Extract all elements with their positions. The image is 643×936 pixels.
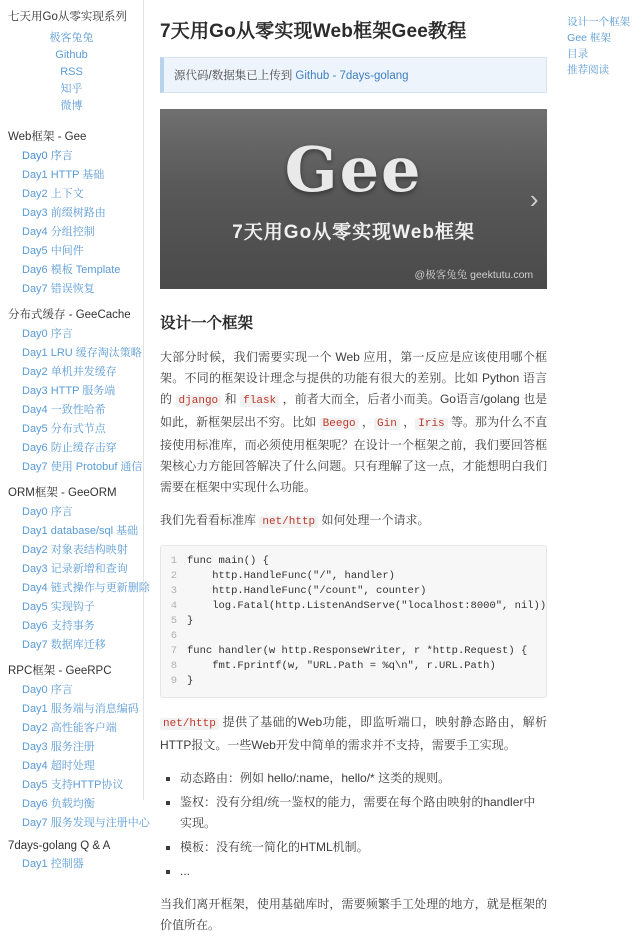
code-text: func handler(w http.ResponseWriter, r *http.Request) { (187, 645, 528, 657)
sidebar-group-title: Web框架 - Gee (8, 131, 87, 143)
source-notice (160, 57, 547, 93)
code-line (161, 554, 546, 569)
sidebar-social-item-4[interactable]: 微博 (60, 100, 83, 112)
feature-gap-list (160, 768, 547, 882)
paragraph-conclusion: 当我们离开框架，使用基础库时，需要频繁手工处理的地方，就是框架的价值所在。 (160, 897, 548, 932)
sidebar-group-geecache (0, 303, 143, 477)
main-content (144, 0, 563, 932)
sidebar-item-geeorm-day0[interactable]: Day0 序言 (22, 506, 73, 518)
code-beego: Beego (320, 418, 359, 430)
code-text: } (187, 675, 194, 687)
sidebar-item-geeorm-day2[interactable]: Day2 对象表结构映射 (22, 544, 128, 556)
sidebar-item-geecache-day5[interactable]: Day5 分布式节点 (22, 423, 106, 435)
text-run: 大部分时候，我们需要实现一个 Web 应用，第一反应是应该使用哪个框架。不同的框架设计理念与提供的功能有很大的差别。比如 Python 语言的 (160, 350, 548, 406)
table-of-contents (563, 0, 643, 800)
code-text: log.Fatal(http.ListenAndServe("localhost:8000", nil)) (187, 600, 547, 612)
line-number: 4 (170, 600, 177, 612)
section-heading: 设计一个框架 (160, 315, 254, 332)
sidebar-group-title: RPC框架 - GeeRPC (8, 665, 112, 677)
code-text: fmt.Fprintf(w, "URL.Path = %q\n", r.URL.Path) (187, 660, 496, 672)
line-number: 3 (170, 585, 177, 597)
sidebar-item-geeorm-day1[interactable]: Day1 database/sql 基础 (22, 525, 139, 537)
code-line (161, 584, 546, 599)
code-line (161, 599, 546, 614)
toc-item-1[interactable]: Gee 框架 (567, 32, 611, 44)
code-line (161, 629, 546, 644)
chevron-right-icon[interactable]: › (529, 184, 539, 214)
text-run: 提供了基础的Web功能，即监听端口，映射静态路由，解析HTTP报文。一些Web开发中简单的需求并不支持，需要手工实现。 (160, 715, 548, 752)
paragraph-nethttp (160, 712, 547, 756)
sidebar-group-geerpc (0, 659, 150, 833)
sidebar-social-links (0, 30, 143, 121)
code-text: http.HandleFunc("/count", counter) (187, 585, 427, 597)
sidebar-social-item-1[interactable]: Github (55, 49, 88, 61)
sidebar-item-gee-day0[interactable]: Day0 序言 (22, 150, 73, 162)
left-sidebar (0, 0, 150, 870)
banner-logo-text: Gee (284, 133, 423, 206)
sidebar-social-item-2[interactable]: RSS (60, 66, 83, 78)
sidebar-item-geecache-day7[interactable]: Day7 使用 Protobuf 通信 (22, 461, 143, 473)
code-line (161, 674, 546, 689)
code-text: } (187, 615, 194, 627)
sidebar-item-geerpc-day1[interactable]: Day1 服务端与消息编码 (22, 703, 139, 715)
sidebar-item-geeorm-day5[interactable]: Day5 实现钩子 (22, 601, 95, 613)
text-run: 和 (221, 392, 241, 406)
sidebar-item-geerpc-day5[interactable]: Day5 支持HTTP协议 (22, 779, 124, 791)
paragraph-stdlib (160, 510, 547, 533)
sidebar-item-geecache-day1[interactable]: Day1 LRU 缓存淘汰策略 (22, 347, 142, 359)
sidebar-item-geecache-day0[interactable]: Day0 序言 (22, 328, 73, 340)
sidebar-item-gee-day5[interactable]: Day5 中间件 (22, 245, 84, 257)
text-run: ，前者大而全，后者小而美。Go语言/golang 也是如此，新框架层出不穷。比如 (160, 392, 548, 429)
banner-credit: @极客兔兔 geektutu.com (414, 269, 534, 281)
list-item: ▪ ... (180, 861, 547, 882)
paragraph-intro (160, 347, 547, 498)
code-nethttp-2: net/http (160, 718, 219, 730)
sidebar-social-item-0[interactable]: 极客兔兔 (49, 32, 94, 44)
sidebar-item-gee-day4[interactable]: Day4 分组控制 (22, 226, 95, 238)
sidebar-group-title: 分布式缓存 - GeeCache (8, 309, 131, 321)
sidebar-item-geerpc-day2[interactable]: Day2 高性能客户端 (22, 722, 117, 734)
list-item: ▪ 鉴权：没有分组/统一鉴权的能力，需要在每个路由映射的handler中实现。 (180, 792, 547, 834)
notice-github-link[interactable]: Github - 7days-golang (295, 70, 409, 82)
sidebar-group-title: ORM框架 - GeeORM (8, 487, 117, 499)
code-django: django (176, 395, 222, 407)
line-number: 5 (170, 615, 177, 627)
code-text: func main() { (187, 555, 269, 567)
code-gin: Gin (374, 418, 400, 430)
sidebar-item-gee-day6[interactable]: Day6 模板 Template (22, 264, 121, 276)
sidebar-item-geerpc-day4[interactable]: Day4 超时处理 (22, 760, 95, 772)
code-nethttp: net/http (259, 516, 318, 528)
sidebar-item-geeorm-day6[interactable]: Day6 支持事务 (22, 620, 95, 632)
sidebar-group-qa (0, 837, 143, 874)
sidebar-group-title: 7days-golang Q & A (8, 840, 111, 852)
sidebar-social-item-3[interactable]: 知乎 (60, 83, 83, 95)
banner-image (160, 109, 547, 289)
code-iris: Iris (415, 418, 447, 430)
line-number: 2 (170, 570, 177, 582)
sidebar-item-geerpc-day3[interactable]: Day3 服务注册 (22, 741, 95, 753)
banner-subtitle: 7天用Go从零实现Web框架 (232, 222, 475, 243)
line-number: 1 (170, 555, 177, 567)
sidebar-title: 七天用Go从零实现系列 (8, 11, 127, 23)
sidebar-item-geecache-day4[interactable]: Day4 一致性哈希 (22, 404, 106, 416)
code-text: http.HandleFunc("/", handler) (187, 570, 395, 582)
sidebar-group-geeorm (0, 481, 150, 655)
line-number: 6 (170, 630, 177, 642)
sidebar-item-geecache-day3[interactable]: Day3 HTTP 服务端 (22, 385, 116, 397)
text-run: 我们先看看标准库 (160, 513, 260, 527)
text-run: ， (358, 415, 375, 429)
text-run: 等。那为什么不直接使用标准库，而必须使用框架呢？在设计一个框架之前，我们要回答框架核心力方能回答解决了什么问题。只有理解了这一点，才能想明白我们需要在框架中实现什么功能。 (160, 415, 548, 494)
sidebar-item-gee-day1[interactable]: Day1 HTTP 基础 (22, 169, 105, 181)
code-line (161, 614, 546, 629)
toc-item-3[interactable]: 推荐阅读 (567, 64, 610, 76)
code-block-go (160, 545, 547, 698)
sidebar-item-geecache-day2[interactable]: Day2 单机并发缓存 (22, 366, 117, 378)
code-line (161, 659, 546, 674)
sidebar-item-gee-day7[interactable]: Day7 错误恢复 (22, 283, 95, 295)
sidebar-item-geerpc-day7[interactable]: Day7 服务发现与注册中心 (22, 817, 150, 829)
sidebar-item-gee-day3[interactable]: Day3 前缀树路由 (22, 207, 106, 219)
sidebar-item-geerpc-day0[interactable]: Day0 序言 (22, 684, 73, 696)
code-line (161, 569, 546, 584)
code-flask: flask (240, 395, 279, 407)
sidebar-item-qa-day1[interactable]: Day1 控制器 (22, 858, 84, 870)
sidebar-group-gee (0, 125, 143, 299)
notice-prefix: 源代码/数据集已上传到 (174, 70, 296, 82)
sidebar-item-geecache-day6[interactable]: Day6 防止缓存击穿 (22, 442, 117, 454)
text-run: ， (399, 415, 416, 429)
line-number: 7 (170, 645, 177, 657)
sidebar-item-geeorm-day7[interactable]: Day7 数据库迁移 (22, 639, 106, 651)
list-item: ▪ 模板：没有统一简化的HTML机制。 (180, 837, 547, 858)
sidebar-item-geeorm-day3[interactable]: Day3 记录新增和查询 (22, 563, 128, 575)
code-line (161, 644, 546, 659)
text-run: 如何处理一个请求。 (318, 513, 430, 527)
sidebar-item-geerpc-day6[interactable]: Day6 负载均衡 (22, 798, 95, 810)
list-item: ▪ 动态路由：例如 hello/:name，hello/* 这类的规则。 (180, 768, 547, 789)
sidebar-item-geeorm-day4[interactable]: Day4 链式操作与更新删除 (22, 582, 150, 594)
line-number: 8 (170, 660, 177, 672)
toc-item-2[interactable]: 目录 (567, 48, 589, 60)
sidebar-item-gee-day2[interactable]: Day2 上下文 (22, 188, 84, 200)
page-title: 7天用Go从零实现Web框架Gee教程 (160, 21, 467, 42)
toc-item-0[interactable]: 设计一个框架 (567, 16, 631, 28)
line-number: 9 (170, 675, 177, 687)
